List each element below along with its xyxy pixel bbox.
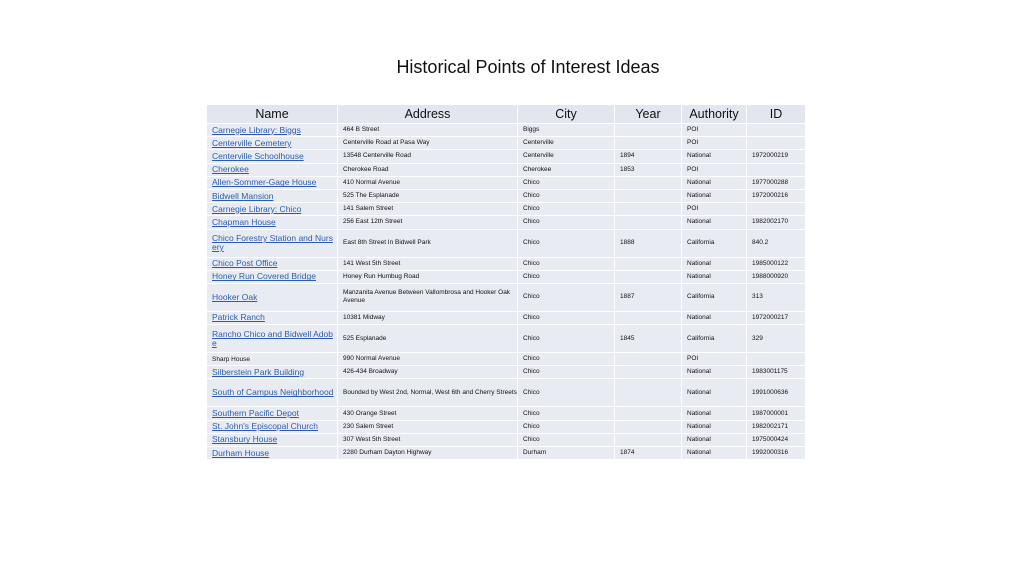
cell-address: Honey Run Humbug Road (338, 270, 518, 283)
cell-address: 990 Normal Avenue (338, 353, 518, 366)
poi-link[interactable]: Rancho Chico and Bidwell Adob e (207, 325, 338, 353)
table-row (207, 325, 806, 353)
cell-authority: National (682, 420, 747, 433)
cell-year (615, 311, 682, 324)
cell-id: 1982002171 (747, 420, 806, 433)
table-row (207, 137, 806, 150)
table-row (207, 407, 806, 420)
cell-id: 1977000288 (747, 176, 806, 189)
cell-city: Cherokee (518, 163, 615, 176)
poi-link[interactable]: Centerville Cemetery (207, 137, 338, 150)
cell-id: 1983001175 (747, 366, 806, 379)
poi-link[interactable]: Bidwell Mansion (207, 189, 338, 202)
cell-authority: National (682, 270, 747, 283)
header-authority: Authority (682, 105, 747, 124)
cell-year (615, 203, 682, 216)
cell-city: Chico (518, 229, 615, 257)
cell-authority: POI (682, 163, 747, 176)
poi-link[interactable]: Centerville Schoolhouse (207, 150, 338, 163)
cell-year (615, 257, 682, 270)
cell-authority: California (682, 229, 747, 257)
cell-id: 1992000316 (747, 447, 806, 460)
table-row (207, 216, 806, 229)
cell-id: 329 (747, 325, 806, 353)
table-row (207, 229, 806, 257)
table-row (207, 257, 806, 270)
cell-id: 1972000219 (747, 150, 806, 163)
cell-city: Chico (518, 325, 615, 353)
cell-id (747, 163, 806, 176)
cell-address: 141 West 5th Street (338, 257, 518, 270)
cell-authority: POI (682, 124, 747, 137)
cell-city: Chico (518, 433, 615, 446)
cell-address: Cherokee Road (338, 163, 518, 176)
poi-link[interactable]: Durham House (207, 447, 338, 460)
poi-link[interactable]: Carnegie Library: Biggs (207, 124, 338, 137)
header-name: Name (207, 105, 338, 124)
table-row (207, 270, 806, 283)
cell-id (747, 353, 806, 366)
poi-link[interactable]: Hooker Oak (207, 283, 338, 311)
cell-id (747, 137, 806, 150)
table-row (207, 311, 806, 324)
cell-address: 426-434 Broadway (338, 366, 518, 379)
cell-city: Chico (518, 407, 615, 420)
poi-link[interactable]: Patrick Ranch (207, 311, 338, 324)
cell-authority: National (682, 257, 747, 270)
header-id: ID (747, 105, 806, 124)
poi-link[interactable]: Honey Run Covered Bridge (207, 270, 338, 283)
cell-authority: National (682, 447, 747, 460)
table-row (207, 353, 806, 366)
poi-link[interactable]: Chico Forestry Station and Nurs ery (207, 229, 338, 257)
table-row (207, 124, 806, 137)
cell-name: Sharp House (207, 353, 338, 366)
cell-year (615, 407, 682, 420)
poi-link[interactable]: Allen-Sommer-Gage House (207, 176, 338, 189)
cell-authority: National (682, 176, 747, 189)
cell-authority: National (682, 216, 747, 229)
cell-address: 230 Salem Street (338, 420, 518, 433)
cell-authority: National (682, 366, 747, 379)
header-city: City (518, 105, 615, 124)
cell-authority: National (682, 150, 747, 163)
cell-id: 1972000216 (747, 189, 806, 202)
poi-link[interactable]: Carnegie Library: Chico (207, 203, 338, 216)
poi-link[interactable]: Chico Post Office (207, 257, 338, 270)
cell-id: 840.2 (747, 229, 806, 257)
table-row (207, 189, 806, 202)
cell-city: Chico (518, 283, 615, 311)
cell-address: 10381 Midway (338, 311, 518, 324)
poi-link[interactable]: Stansbury House (207, 433, 338, 446)
cell-year (615, 124, 682, 137)
cell-city: Chico (518, 176, 615, 189)
table-row (207, 163, 806, 176)
cell-authority: POI (682, 353, 747, 366)
cell-year (615, 433, 682, 446)
cell-year (615, 216, 682, 229)
poi-link[interactable]: Chapman House (207, 216, 338, 229)
table-row (207, 366, 806, 379)
cell-authority: National (682, 379, 747, 407)
table-row (207, 420, 806, 433)
cell-year (615, 137, 682, 150)
table-row (207, 150, 806, 163)
cell-year (615, 176, 682, 189)
header-year: Year (615, 105, 682, 124)
cell-city: Chico (518, 379, 615, 407)
cell-year (615, 189, 682, 202)
cell-city: Chico (518, 257, 615, 270)
cell-address: East 8th Street In Bidwell Park (338, 229, 518, 257)
cell-address: 464 B Street (338, 124, 518, 137)
cell-year (615, 420, 682, 433)
cell-city: Chico (518, 216, 615, 229)
table-row (207, 433, 806, 446)
cell-id: 1985000122 (747, 257, 806, 270)
table-body (207, 124, 806, 460)
cell-id (747, 124, 806, 137)
cell-id: 1991000636 (747, 379, 806, 407)
cell-city: Centerville (518, 150, 615, 163)
cell-city: Chico (518, 311, 615, 324)
cell-address: 430 Orange Street (338, 407, 518, 420)
cell-year (615, 353, 682, 366)
cell-address: 2280 Durham Dayton Highway (338, 447, 518, 460)
cell-authority: National (682, 311, 747, 324)
cell-authority: National (682, 433, 747, 446)
cell-year: 1887 (615, 283, 682, 311)
table-row (207, 283, 806, 311)
cell-city: Chico (518, 189, 615, 202)
table-row (207, 447, 806, 460)
cell-id: 1972000217 (747, 311, 806, 324)
cell-year: 1888 (615, 229, 682, 257)
table-row (207, 379, 806, 407)
cell-year (615, 379, 682, 407)
cell-city: Durham (518, 447, 615, 460)
cell-authority: POI (682, 137, 747, 150)
cell-city: Chico (518, 353, 615, 366)
cell-id (747, 203, 806, 216)
cell-authority: California (682, 283, 747, 311)
cell-city: Biggs (518, 124, 615, 137)
cell-authority: National (682, 189, 747, 202)
poi-link[interactable]: Silberstein Park Building (207, 366, 338, 379)
poi-link[interactable]: South of Campus Neighborhood (207, 379, 338, 407)
cell-address: 525 The Esplanade (338, 189, 518, 202)
header-address: Address (338, 105, 518, 124)
table-row (207, 203, 806, 216)
poi-table (206, 104, 806, 460)
cell-city: Chico (518, 203, 615, 216)
table-row (207, 176, 806, 189)
cell-id: 313 (747, 283, 806, 311)
cell-year: 1874 (615, 447, 682, 460)
cell-authority: California (682, 325, 747, 353)
cell-address: 13548 Centerville Road (338, 150, 518, 163)
header-row (207, 105, 806, 124)
cell-authority: National (682, 407, 747, 420)
cell-id: 1982002170 (747, 216, 806, 229)
cell-city: Chico (518, 270, 615, 283)
cell-address: 525 Esplanade (338, 325, 518, 353)
cell-authority: POI (682, 203, 747, 216)
cell-year (615, 270, 682, 283)
cell-year: 1894 (615, 150, 682, 163)
cell-address: 256 East 12th Street (338, 216, 518, 229)
cell-address: Bounded by West 2nd, Normal, West 6th and Cherry Streets (338, 379, 518, 407)
cell-year: 1853 (615, 163, 682, 176)
cell-city: Chico (518, 366, 615, 379)
cell-address: 410 Normal Avenue (338, 176, 518, 189)
cell-city: Chico (518, 420, 615, 433)
poi-link[interactable]: St. John's Episcopal Church (207, 420, 338, 433)
cell-address: 307 West 5th Street (338, 433, 518, 446)
cell-address: Manzanita Avenue Between Vallombrosa and Hooker Oak Avenue (338, 283, 518, 311)
cell-id: 1987000001 (747, 407, 806, 420)
cell-address: 141 Salem Street (338, 203, 518, 216)
cell-year: 1845 (615, 325, 682, 353)
cell-id: 1975000424 (747, 433, 806, 446)
poi-link[interactable]: Southern Pacific Depot (207, 407, 338, 420)
cell-address: Centerville Road at Pasa Way (338, 137, 518, 150)
cell-city: Centerville (518, 137, 615, 150)
page-title: Historical Points of Interest Ideas (396, 57, 660, 77)
poi-link[interactable]: Cherokee (207, 163, 338, 176)
cell-year (615, 366, 682, 379)
cell-id: 1988000920 (747, 270, 806, 283)
